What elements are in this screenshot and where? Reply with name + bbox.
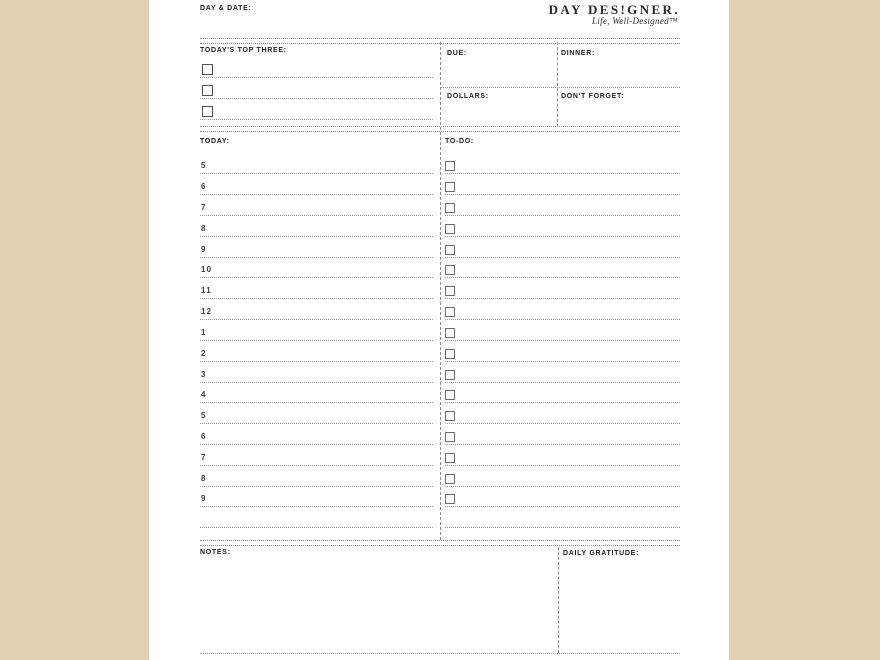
todo-checkbox bbox=[445, 307, 455, 317]
todo-row bbox=[445, 381, 680, 403]
page-bottom-line bbox=[200, 653, 680, 654]
hour-label: 12 bbox=[201, 307, 213, 317]
hour-label: 5 bbox=[201, 411, 207, 421]
todo-row bbox=[445, 173, 680, 195]
top-three-row bbox=[200, 56, 433, 78]
info-grid-row-divider bbox=[441, 87, 680, 88]
todo-row bbox=[445, 277, 680, 299]
schedule-hour-row bbox=[200, 381, 433, 403]
schedule-hour-row bbox=[200, 361, 433, 383]
schedule-hour-row bbox=[200, 194, 433, 216]
todo-checkbox bbox=[445, 432, 455, 442]
schedule-hour-row bbox=[200, 256, 433, 278]
top-three-checkbox bbox=[202, 106, 213, 117]
hour-label: 3 bbox=[201, 369, 207, 379]
schedule-hour-row bbox=[200, 444, 433, 466]
todo-checkbox bbox=[445, 390, 455, 400]
center-column-divider bbox=[440, 42, 441, 540]
hour-label: 8 bbox=[201, 223, 207, 233]
hour-label: 2 bbox=[201, 348, 207, 358]
todo-checkbox bbox=[445, 161, 455, 171]
todo-row bbox=[445, 319, 680, 341]
due-label: DUE: bbox=[447, 50, 467, 57]
schedule-hour-row bbox=[200, 465, 433, 487]
schedule-hour-row bbox=[200, 319, 433, 341]
dont-forget-label: DON'T FORGET: bbox=[561, 93, 625, 100]
brand-logo bbox=[549, 3, 680, 27]
separator-bottom bbox=[200, 540, 680, 546]
schedule-hour-row bbox=[200, 215, 433, 237]
schedule-hour-row bbox=[200, 236, 433, 258]
schedule-hour-row bbox=[200, 173, 433, 195]
todo-row bbox=[445, 152, 680, 174]
dinner-label: DINNER: bbox=[561, 50, 596, 57]
todo-checkbox bbox=[445, 370, 455, 380]
planner-page bbox=[149, 0, 729, 660]
todo-row bbox=[445, 298, 680, 320]
schedule-hour-row bbox=[200, 298, 433, 320]
todo-checkbox bbox=[445, 286, 455, 296]
notes-gratitude-divider bbox=[558, 547, 559, 653]
hour-label: 1 bbox=[201, 327, 207, 337]
hour-label: 11 bbox=[201, 286, 212, 296]
today-label: TODAY: bbox=[200, 138, 230, 145]
info-grid-divider bbox=[557, 42, 558, 127]
top-three-row bbox=[200, 98, 433, 120]
schedule-hour-row bbox=[200, 277, 433, 299]
todo-checkbox bbox=[445, 182, 455, 192]
hour-label: 7 bbox=[201, 452, 207, 462]
separator-middle bbox=[200, 126, 680, 132]
schedule-hour-row bbox=[200, 423, 433, 445]
daily-gratitude-label: DAILY GRATITUDE: bbox=[563, 550, 640, 557]
todo-checkbox bbox=[445, 224, 455, 234]
todo-row bbox=[445, 340, 680, 362]
todo-row bbox=[445, 423, 680, 445]
todo-checkbox bbox=[445, 411, 455, 421]
todo-checkbox bbox=[445, 453, 455, 463]
hour-label: 10 bbox=[201, 265, 213, 275]
todo-row bbox=[445, 236, 680, 258]
todo-label: TO-DO: bbox=[445, 138, 474, 145]
todo-checkbox bbox=[445, 474, 455, 484]
todo-row bbox=[445, 402, 680, 424]
hour-label: 7 bbox=[201, 202, 207, 212]
todo-checkbox bbox=[445, 265, 455, 275]
todo-row bbox=[445, 194, 680, 216]
day-date-label: DAY & DATE: bbox=[200, 5, 252, 12]
schedule-hour-row bbox=[200, 506, 433, 528]
todo-row bbox=[445, 256, 680, 278]
hour-label: 8 bbox=[201, 473, 207, 483]
todo-checkbox bbox=[445, 328, 455, 338]
todo-row bbox=[445, 485, 680, 507]
dollars-label: DOLLARS: bbox=[447, 93, 489, 100]
todo-row bbox=[445, 465, 680, 487]
hour-label: 6 bbox=[201, 182, 207, 192]
todo-checkbox bbox=[445, 349, 455, 359]
brand-name: DAY DES!GNER. bbox=[548, 2, 680, 17]
todo-checkbox bbox=[445, 245, 455, 255]
top-three-checkbox bbox=[202, 64, 213, 75]
todo-row bbox=[445, 215, 680, 237]
brand-tagline: Life, Well-Designed™ bbox=[592, 16, 678, 26]
todo-row bbox=[445, 444, 680, 466]
hour-label: 9 bbox=[201, 494, 207, 504]
schedule-hour-row bbox=[200, 485, 433, 507]
hour-label: 5 bbox=[201, 161, 207, 171]
hour-label: 6 bbox=[201, 431, 207, 441]
todo-row bbox=[445, 361, 680, 383]
schedule-hour-row bbox=[200, 340, 433, 362]
todo-row bbox=[445, 506, 680, 528]
top-three-row bbox=[200, 77, 433, 99]
todo-checkbox bbox=[445, 494, 455, 504]
notes-label: NOTES: bbox=[200, 549, 231, 556]
top-three-checkbox bbox=[202, 85, 213, 96]
hour-label: 9 bbox=[201, 244, 207, 254]
top-three-label: TODAY'S TOP THREE: bbox=[200, 47, 287, 54]
hour-label: 4 bbox=[201, 390, 207, 400]
todo-checkbox bbox=[445, 203, 455, 213]
schedule-hour-row bbox=[200, 152, 433, 174]
schedule-hour-row bbox=[200, 402, 433, 424]
